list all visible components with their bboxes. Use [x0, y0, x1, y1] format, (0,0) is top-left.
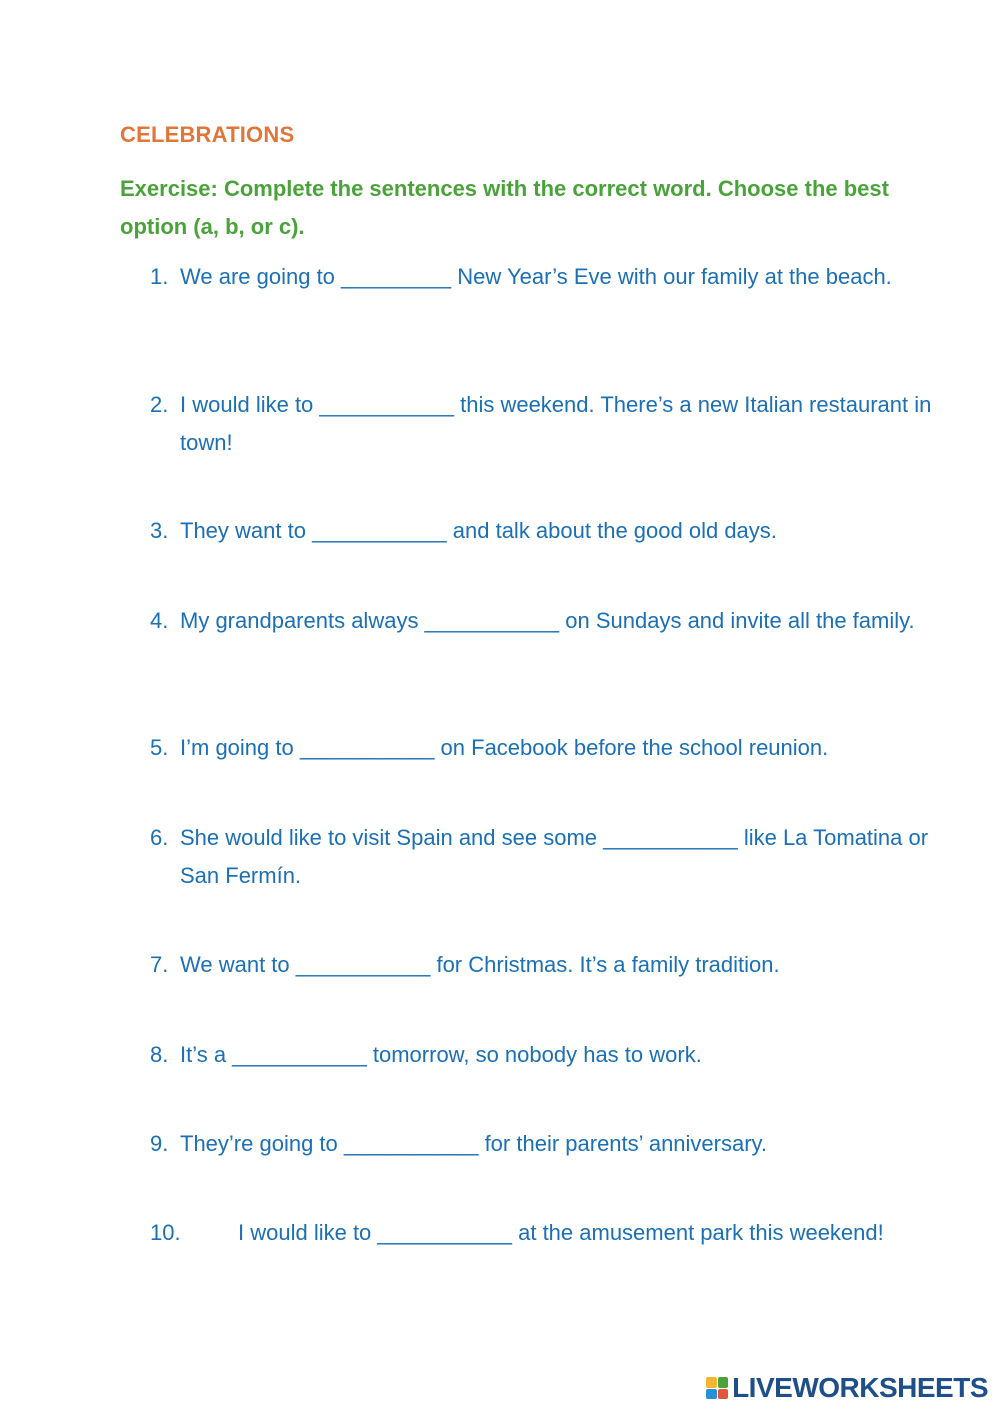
logo-tile — [718, 1377, 729, 1388]
item-sentence: We want to ___________ for Christmas. It’s a family tradition. — [180, 952, 780, 977]
exercise-item-9 — [150, 1125, 950, 1163]
item-sentence: She would like to visit Spain and see some ___________ like La Tomatina or San Fermín. — [180, 825, 929, 888]
exercise-instructions: Exercise: Complete the sentences with the correct word. Choose the best option (a, b, or c). — [120, 176, 889, 239]
item-sentence: It’s a ___________ tomorrow, so nobody has to work. — [180, 1042, 702, 1067]
logo-tile — [706, 1389, 717, 1400]
exercise-item-7 — [150, 946, 950, 984]
item-number: 7. — [150, 952, 169, 977]
page-title: CELEBRATIONS — [120, 122, 295, 147]
item-number: 2. — [150, 392, 169, 417]
exercise-item-3 — [150, 512, 950, 550]
item-sentence: They want to ___________ and talk about the good old days. — [180, 518, 777, 543]
liveworksheets-logo[interactable] — [706, 1372, 988, 1404]
exercise-item-8 — [150, 1036, 950, 1074]
item-number: 10. — [150, 1220, 181, 1245]
exercise-item-4 — [150, 602, 950, 640]
item-number: 1. — [150, 264, 169, 289]
exercise-item-2 — [150, 386, 950, 462]
logo-text: LIVEWORKSHEETS — [732, 1372, 988, 1403]
item-sentence: I would like to ___________ this weekend. There’s a new Italian restaurant in town! — [180, 392, 932, 455]
item-number: 9. — [150, 1131, 169, 1156]
item-number: 4. — [150, 608, 169, 633]
item-sentence: They’re going to ___________ for their parents’ anniversary. — [180, 1131, 768, 1156]
item-sentence: I’m going to ___________ on Facebook before the school reunion. — [180, 735, 829, 760]
liveworksheets-logo-icon — [706, 1377, 728, 1399]
item-sentence: We are going to _________ New Year’s Eve with our family at the beach. — [180, 264, 892, 289]
item-number: 6. — [150, 825, 169, 850]
exercise-item-5 — [150, 729, 950, 767]
exercise-item-1 — [150, 258, 950, 296]
item-sentence: My grandparents always ___________ on Sundays and invite all the family. — [180, 608, 915, 633]
exercise-item-6 — [150, 819, 950, 895]
item-number: 3. — [150, 518, 169, 543]
exercise-item-10 — [150, 1214, 950, 1252]
item-sentence: I would like to ___________ at the amusement park this weekend! — [238, 1220, 884, 1245]
logo-tile — [706, 1377, 717, 1388]
item-number: 5. — [150, 735, 169, 760]
item-number: 8. — [150, 1042, 169, 1067]
logo-tile — [718, 1389, 729, 1400]
